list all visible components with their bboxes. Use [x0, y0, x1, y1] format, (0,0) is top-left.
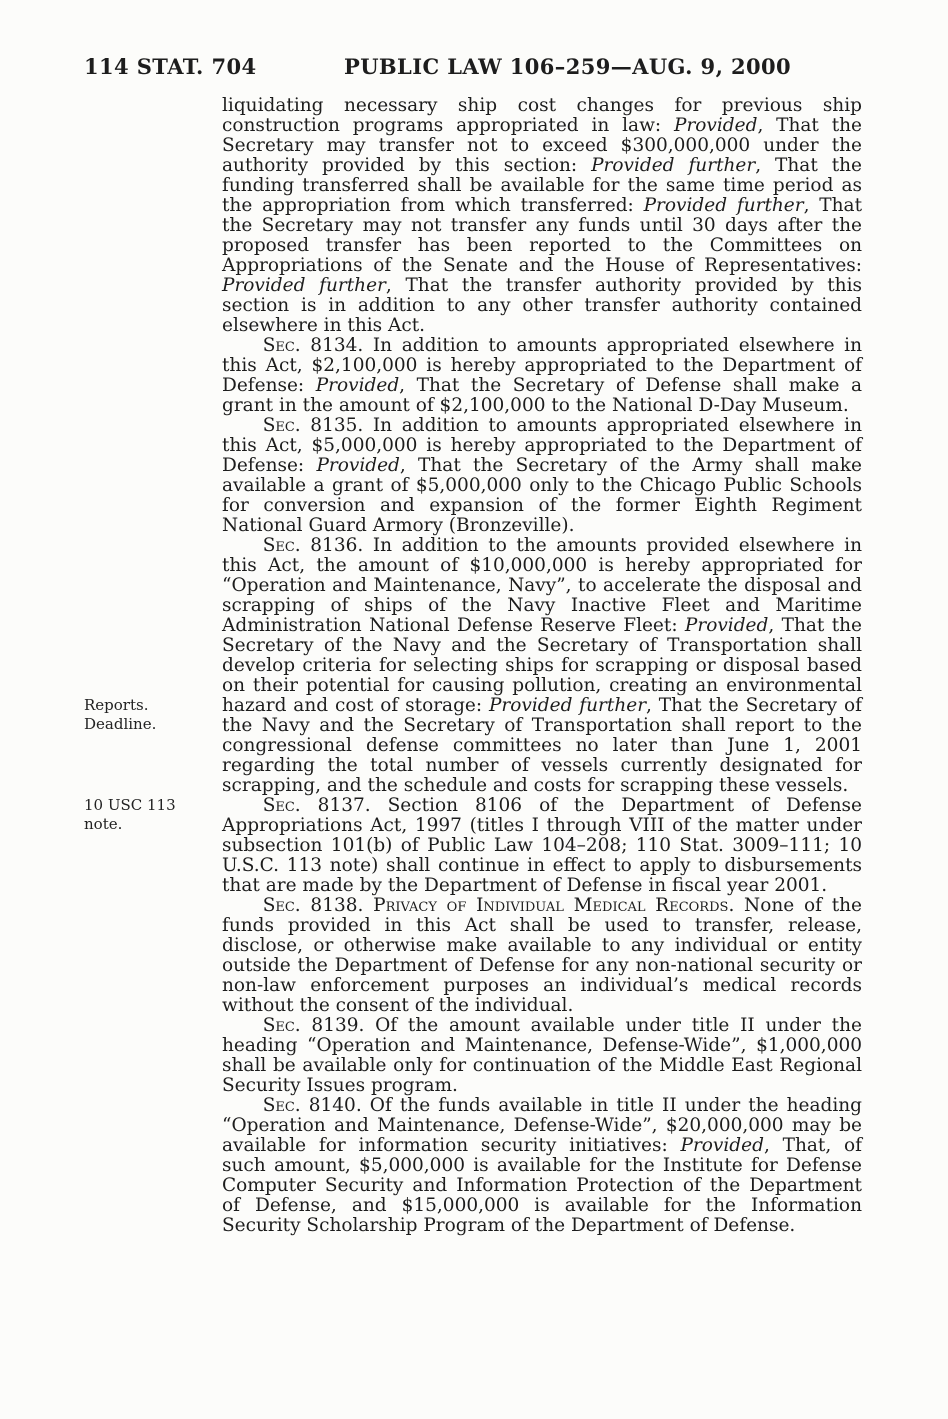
paragraph-block	[84, 535, 862, 796]
text-run: . None of the funds provided in this Act shall be used to transfer, release, disclose, or otherwise make available to any individual or entity outside the Department of Defense for any non-national security or non-law enforcement purposes an individual’s medical records without the consent of the individual.	[222, 895, 863, 1016]
text-run: , That the Secretary of the Navy and the Secretary of Transportation shall develop criteria for selecting ships for scrapping or disposal based on their potential for causing pollution, creating an environmental hazard and cost of storage:	[222, 615, 862, 716]
text-run: liquidating necessary ship cost changes for previous ship construction programs appropriated in law:	[222, 95, 862, 136]
text-run: Provided further	[643, 195, 804, 216]
text-run: Privacy of Individual Medical Records	[373, 895, 729, 916]
body-text-column	[84, 95, 863, 1236]
paragraph-sec-8136	[222, 536, 862, 796]
text-run: , That the Secretary of the Army shall make available a grant of $5,000,000 only to the Chicago Public Schools for conversion and expansion of the former Eighth Regiment National Guard Armory (Bronzeville).	[222, 455, 862, 536]
text-run: 8139. Of the amount available under title II under the heading “Operation and Maintenance, Defense-Wide”, $1,000,000 shall be available only for continuation of the Middle East Regional Security Issues program.	[222, 1015, 862, 1096]
text-run: Provided	[680, 1135, 764, 1156]
text-run: 8140. Of the funds available in title II under the heading “Operation and Maintenance, Defense-Wide”, $20,000,000 may be available for information security initiatives:	[222, 1095, 862, 1156]
margin-note-line: Deadline.	[84, 715, 157, 733]
text-run: Sec.	[262, 1095, 301, 1116]
paragraph-block	[222, 1016, 862, 1096]
text-run: , That the Secretary of the Navy and the Secretary of Transportation shall report to the congressional defense committees no later than June 1, 2001 regarding the total number of vessels currently designated for scrapping, and the schedule and costs for scrapping these vessels.	[222, 695, 862, 796]
text-run: Sec.	[262, 415, 301, 436]
text-run: , That the Secretary may not transfer any funds until 30 days after the proposed transfer has been reported to the Committees on Appropriations of the Senate and the House of Representatives:	[222, 195, 862, 276]
text-run: Sec.	[262, 795, 301, 816]
margin-note	[84, 696, 216, 734]
paragraph-sec-8133-continuation	[222, 96, 862, 336]
text-run: 8134. In addition to amounts appropriated elsewhere in this Act, $2,100,000 is hereby appropriated to the Department of Defense:	[222, 335, 862, 396]
stat-page-number: 114 STAT. 704	[84, 54, 257, 79]
text-run: , That the funding transferred shall be available for the same time period as the appropriation from which transferred:	[222, 155, 862, 216]
text-run: 8135. In addition to amounts appropriated elsewhere in this Act, $5,000,000 is hereby appropriated to the Department of Defense:	[222, 415, 862, 476]
text-run: , That the Secretary of Defense shall make a grant in the amount of $2,100,000 to the National D-Day Museum.	[222, 375, 862, 416]
paragraph-sec-8135	[222, 416, 862, 536]
margin-note	[84, 796, 216, 834]
paragraph-sec-8140	[222, 1096, 862, 1236]
paragraph-sec-8138	[222, 896, 862, 1016]
paragraph-sec-8137	[222, 796, 862, 896]
text-run: Provided further	[488, 695, 647, 716]
text-run: Provided	[316, 455, 400, 476]
text-run: Sec.	[262, 1015, 301, 1036]
law-title: PUBLIC LAW 106–259—AUG. 9, 2000	[344, 54, 792, 79]
text-run: , That the transfer authority provided by this section is in addition to any other transfer authority contained elsewhere in this Act.	[222, 275, 863, 336]
text-run: Provided	[315, 375, 400, 396]
paragraph-block	[222, 416, 862, 536]
margin-note-line: 10 USC 113 note.	[84, 796, 176, 833]
paragraph-sec-8134	[222, 336, 862, 416]
text-run: Provided further	[222, 275, 386, 296]
text-run: , That, of such amount, $5,000,000 is available for the Institute for Defense Computer Security and Information Protection of the Department of Defense, and $15,000,000 is available for the Information Security Scholarship Program of the Department of Defense.	[222, 1135, 862, 1236]
text-run: Sec.	[262, 535, 301, 556]
paragraph-block	[222, 1096, 862, 1236]
text-run: Provided further	[591, 155, 756, 176]
margin-note-line: Reports.	[84, 696, 149, 714]
paragraph-block	[84, 795, 862, 896]
text-run: Sec.	[262, 335, 301, 356]
text-run: , That the Secretary may transfer not to exceed $300,000,000 under the authority provided by this section:	[222, 115, 862, 176]
text-run: 8137. Section 8106 of the Department of Defense Appropriations Act, 1997 (titles I through VIII of the matter under subsection 101(b) of Public Law 104–208; 110 Stat. 3009–111; 10 U.S.C. 113 note) shall continue in effect to apply to disbursements that are made by the Department of Defense in fiscal year 2001.	[222, 795, 862, 896]
paragraph-block	[222, 896, 862, 1016]
text-run: Provided	[684, 615, 769, 636]
paragraph-block	[222, 336, 862, 416]
paragraph-sec-8139	[222, 1016, 862, 1096]
text-run: Provided	[674, 115, 758, 136]
text-run: 8138.	[300, 895, 374, 916]
text-run: Sec.	[262, 895, 301, 916]
paragraph-block	[222, 96, 862, 336]
text-run: 8136. In addition to the amounts provided elsewhere in this Act, the amount of $10,000,000 is hereby appropriated for “Operation and Maintenance, Navy”, to accelerate the disposal and scrapping of ships of the Navy Inactive Fleet and Maritime Administration National Defense Reserve Fleet:	[222, 535, 862, 636]
